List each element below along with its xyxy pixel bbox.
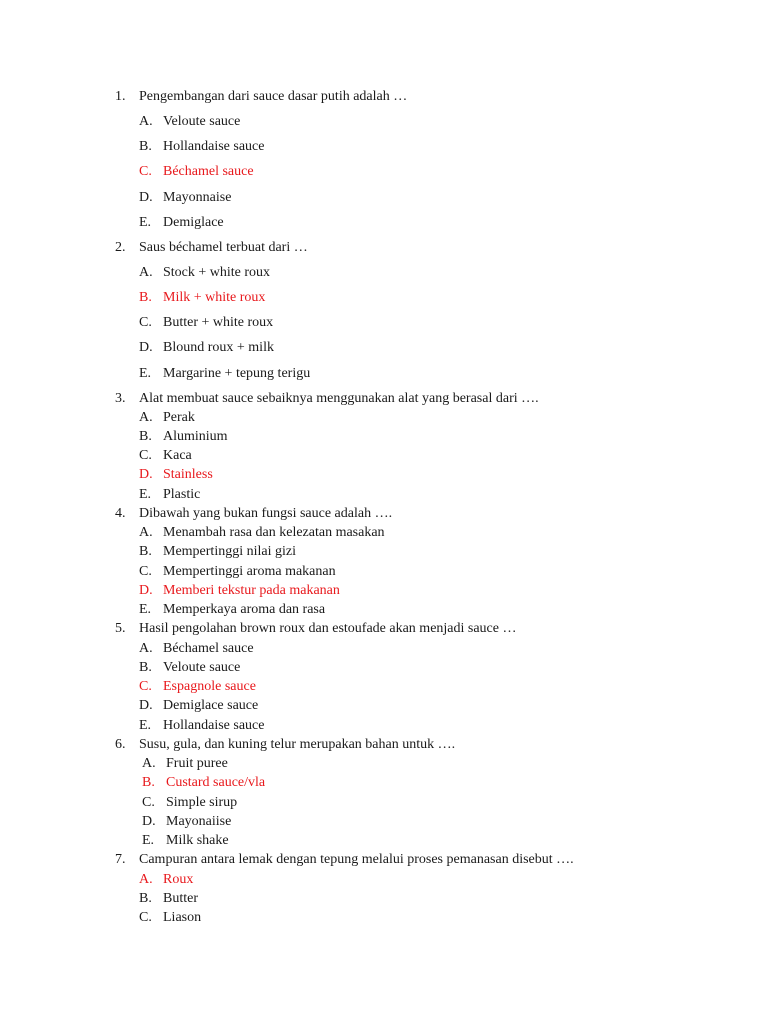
option-text: Béchamel sauce — [163, 641, 254, 656]
option-text: Stock + white roux — [163, 265, 271, 280]
option-text: Menambah rasa dan kelezatan masakan — [163, 525, 385, 540]
option-text: Memberi tekstur pada makanan — [163, 583, 340, 598]
option-text: Memperkaya aroma dan rasa — [163, 602, 326, 617]
option-letter: C. — [139, 164, 152, 179]
option-letter: D. — [139, 698, 153, 713]
question-text: Dibawah yang bukan fungsi sauce adalah …. — [139, 506, 393, 521]
question-text: Campuran antara lemak dengan tepung melalui proses pemanasan disebut …. — [139, 852, 574, 867]
option-text: Espagnole sauce — [163, 679, 256, 694]
option-text: Butter — [163, 891, 198, 906]
option-text: Mempertinggi nilai gizi — [163, 544, 296, 559]
option-text: Demiglace sauce — [163, 698, 259, 713]
option-text: Liason — [163, 910, 202, 925]
question-number: 5. — [115, 621, 126, 636]
option-text: Stainless — [163, 467, 213, 482]
option-letter: E. — [142, 833, 155, 848]
option-letter: D. — [139, 190, 153, 205]
question-text: Hasil pengolahan brown roux dan estoufade akan menjadi sauce … — [139, 621, 517, 636]
option-letter: A. — [142, 756, 156, 771]
option-text: Mempertinggi aroma makanan — [163, 564, 336, 579]
option-letter: D. — [139, 583, 153, 598]
option-text: Blound roux + milk — [163, 340, 274, 355]
option-letter: E. — [139, 215, 152, 230]
option-text: Hollandaise sauce — [163, 139, 265, 154]
option-letter: B. — [139, 290, 152, 305]
option-text: Béchamel sauce — [163, 164, 254, 179]
option-letter: B. — [139, 544, 152, 559]
option-letter: A. — [139, 410, 153, 425]
question-number: 3. — [115, 391, 126, 406]
option-text: Perak — [163, 410, 195, 425]
option-text: Veloute sauce — [163, 660, 241, 675]
option-text: Butter + white roux — [163, 315, 274, 330]
option-letter: B. — [139, 891, 152, 906]
option-letter: A. — [139, 872, 153, 887]
option-text: Margarine + tepung terigu — [163, 366, 311, 381]
option-text: Custard sauce/vla — [166, 775, 266, 790]
option-letter: B. — [139, 660, 152, 675]
option-letter: E. — [139, 366, 152, 381]
question-number: 1. — [115, 89, 126, 104]
option-letter: B. — [139, 429, 152, 444]
question-number: 7. — [115, 852, 126, 867]
option-letter: E. — [139, 602, 152, 617]
option-letter: A. — [139, 641, 153, 656]
option-text: Milk + white roux — [163, 290, 266, 305]
question-number: 6. — [115, 737, 126, 752]
option-text: Roux — [163, 872, 194, 887]
option-text: Simple sirup — [166, 795, 238, 810]
question-text: Alat membuat sauce sebaiknya menggunakan alat yang berasal dari …. — [139, 391, 539, 406]
option-letter: A. — [139, 114, 153, 129]
option-text: Kaca — [163, 448, 192, 463]
option-letter: C. — [142, 795, 155, 810]
question-text: Susu, gula, dan kuning telur merupakan bahan untuk …. — [139, 737, 456, 752]
option-letter: C. — [139, 910, 152, 925]
option-letter: C. — [139, 564, 152, 579]
option-letter: A. — [139, 525, 153, 540]
option-letter: D. — [139, 340, 153, 355]
question-number: 2. — [115, 240, 126, 255]
option-text: Plastic — [163, 487, 201, 502]
option-letter: C. — [139, 315, 152, 330]
option-letter: B. — [142, 775, 155, 790]
option-letter: B. — [139, 139, 152, 154]
option-letter: D. — [139, 467, 153, 482]
question-number: 4. — [115, 506, 126, 521]
option-letter: C. — [139, 679, 152, 694]
option-letter: E. — [139, 487, 152, 502]
option-text: Milk shake — [166, 833, 229, 848]
option-text: Mayonaiise — [166, 814, 232, 829]
option-letter: A. — [139, 265, 153, 280]
question-text: Saus béchamel terbuat dari … — [139, 240, 308, 255]
option-text: Fruit puree — [166, 756, 228, 771]
option-text: Mayonnaise — [163, 190, 232, 205]
option-text: Aluminium — [163, 429, 228, 444]
question-text: Pengembangan dari sauce dasar putih adalah … — [139, 89, 408, 104]
option-text: Veloute sauce — [163, 114, 241, 129]
option-letter: E. — [139, 718, 152, 733]
option-text: Hollandaise sauce — [163, 718, 265, 733]
option-text: Demiglace — [163, 215, 224, 230]
option-letter: D. — [142, 814, 156, 829]
option-letter: C. — [139, 448, 152, 463]
